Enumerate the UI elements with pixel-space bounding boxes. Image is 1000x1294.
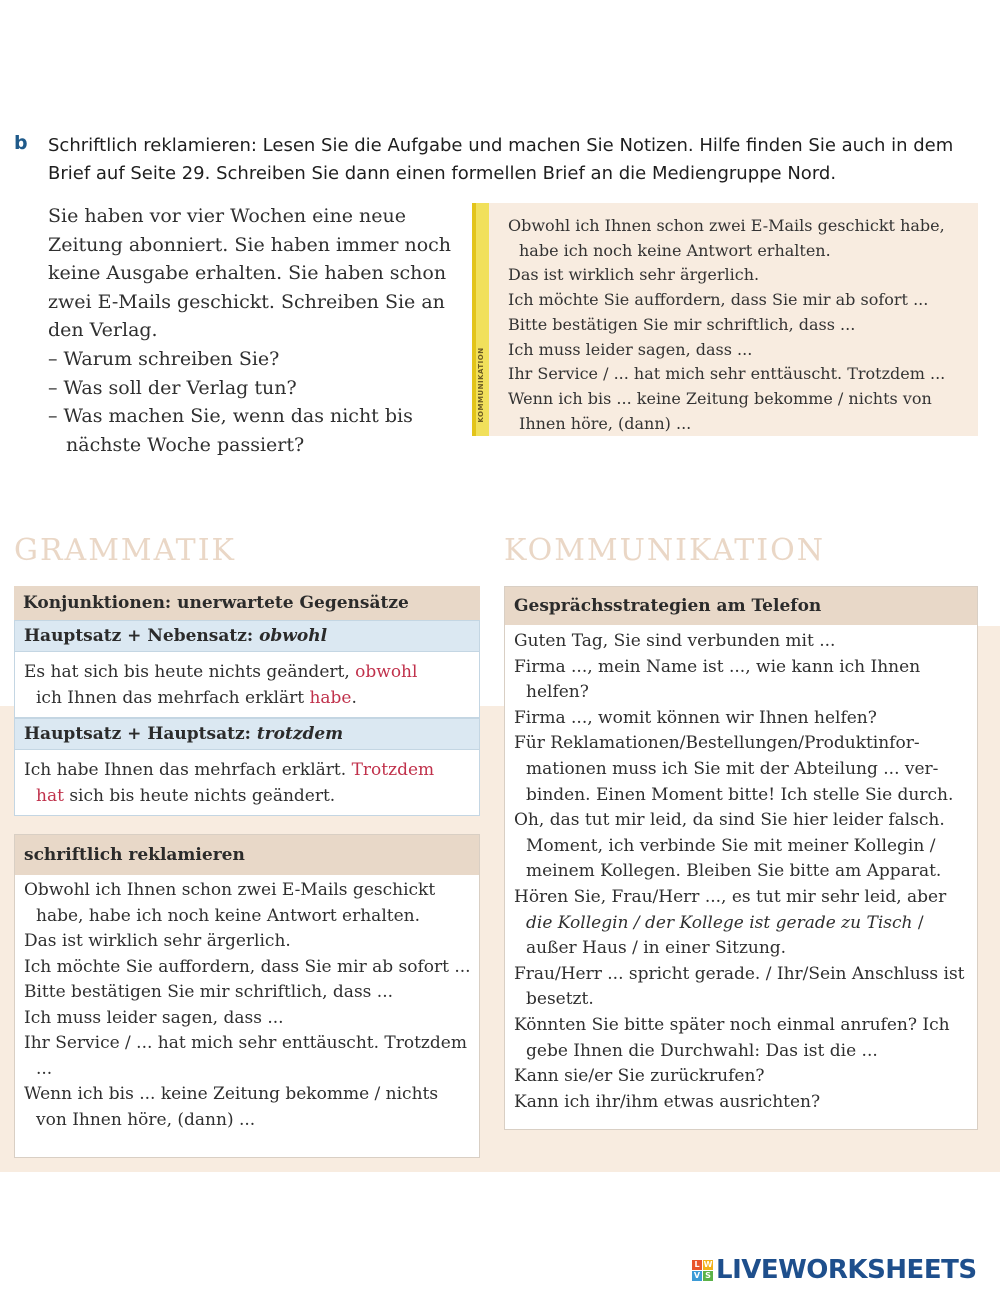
- phrase-line: Firma ..., mein Name ist ..., wie kann ich Ihnen helfen?: [514, 656, 921, 703]
- phrase-line: Ihr Service / ... hat mich sehr enttäuscht. Trotzdem ...: [24, 1033, 467, 1079]
- hint-box-vertical-label: [474, 340, 488, 430]
- highlight-verb: habe: [309, 687, 352, 708]
- example-text: Ich habe Ihnen das mehrfach erklärt.: [24, 760, 352, 780]
- telefon-title: Gesprächsstrategien am Telefon: [505, 587, 977, 625]
- logo-mark-icon: [692, 1260, 713, 1281]
- vertical-label-text: KOMMUNIKATION: [477, 347, 485, 423]
- task-letter: b: [14, 132, 28, 154]
- phrase-line: [514, 885, 971, 962]
- phrase-line: Bitte bestätigen Sie mir schriftlich, dass ...: [24, 982, 394, 1002]
- reklamieren-lines: [15, 875, 479, 1133]
- phrase-line: Kann sie/er Sie zurückrufen?: [514, 1066, 765, 1087]
- scenario-text: [48, 202, 468, 459]
- telefon-box: [504, 586, 978, 1130]
- phrase-text: Hören Sie, Frau/Herr ..., es tut mir sehr leid, aber: [514, 886, 947, 907]
- grammar-box: [14, 586, 480, 816]
- subheading-label: Hauptsatz + Hauptsatz:: [24, 724, 257, 744]
- subheading-label: Hauptsatz + Nebensatz:: [24, 626, 260, 646]
- phrase-line: Frau/Herr ... spricht gerade. / Ihr/Sein Anschluss ist besetzt.: [514, 963, 965, 1010]
- liveworksheets-logo[interactable]: [692, 1255, 977, 1285]
- logo-mark-cell: L: [692, 1260, 702, 1270]
- task-text: Schriftlich reklamieren: Lesen Sie die Aufgabe und machen Sie Notizen. Hilfe finden Sie auch in dem Brief auf Seite 29. Schreiben Sie dann einen formellen Brief an die Mediengruppe Nord.: [48, 135, 954, 184]
- example-text: sich bis heute nichts geändert.: [63, 785, 336, 806]
- heading-kommunikation: KOMMUNIKATION: [504, 533, 825, 568]
- background-band: [0, 706, 14, 1172]
- phrase-line: Für Reklamationen/Bestellungen/Produktinfor-mationen muss ich Sie mit der Abteilung ... ver-binden. Einen Moment bitte! Ich stelle Sie durch.: [514, 733, 954, 805]
- grammar-example-trotzdem: [14, 750, 480, 816]
- phrase-line: Guten Tag, Sie sind verbunden mit ...: [514, 631, 836, 651]
- scenario-intro: Sie haben vor vier Wochen eine neue Zeitung abonniert. Sie haben immer noch keine Ausgabe erhalten. Sie haben schon zwei E-Mails geschickt. Schreiben Sie an den Verlag.: [48, 205, 452, 342]
- kommunikation-hint-box: [472, 203, 978, 436]
- hint-line: Bitte bestätigen Sie mir schriftlich, dass ...: [508, 314, 856, 334]
- example-text: Es hat sich bis heute nichts geändert,: [24, 662, 356, 682]
- subheading-conjunction: obwohl: [259, 626, 328, 646]
- hint-line: Das ist wirklich sehr ärgerlich.: [508, 265, 760, 285]
- grammar-subheading-trotzdem: [14, 718, 480, 750]
- subheading-conjunction: trotzdem: [256, 724, 344, 744]
- phrase-italic: die Kollegin / der Kollege ist gerade zu Tisch: [526, 912, 913, 933]
- logo-mark-cell: W: [703, 1259, 713, 1269]
- grammar-subheading-obwohl: [14, 620, 480, 652]
- phrase-line: Könnten Sie bitte später noch einmal anrufen? Ich gebe Ihnen die Durchwahl: Das ist die ...: [514, 1014, 950, 1061]
- background-band: [504, 1130, 978, 1158]
- hint-box-lines: [508, 214, 974, 436]
- phrase-line: Ich muss leider sagen, dass ...: [24, 1007, 284, 1028]
- phrase-text: / außer Haus / in einer Sitzung.: [526, 912, 924, 959]
- telefon-lines: [505, 625, 977, 1115]
- hint-line: Ich möchte Sie auffordern, dass Sie mir ab sofort ...: [508, 290, 929, 310]
- scenario-point: – Warum schreiben Sie?: [48, 347, 280, 370]
- scenario-points: [48, 345, 468, 459]
- hint-line: Wenn ich bis ... keine Zeitung bekomme / nichts von Ihnen höre, (dann) ...: [508, 388, 932, 433]
- highlight-verb: hat: [36, 785, 64, 806]
- background-band: [978, 626, 1000, 1172]
- scenario-point: – Was soll der Verlag tun?: [48, 376, 297, 399]
- phrase-line: Firma ..., womit können wir Ihnen helfen?: [514, 707, 877, 728]
- logo-text: LIVEWORKSHEETS: [716, 1255, 977, 1285]
- example-text: .: [351, 687, 357, 708]
- phrase-line: Das ist wirklich sehr ärgerlich.: [24, 931, 291, 951]
- logo-mark-cell: V: [693, 1270, 701, 1280]
- grammar-example-obwohl: [14, 652, 480, 718]
- phrase-line: Oh, das tut mir leid, da sind Sie hier leider falsch. Moment, ich verbinde Sie mit meiner Kollegin / meinem Kollegen. Bleiben Sie bitte am Apparat.: [514, 810, 945, 882]
- hint-line: Ihr Service / ... hat mich sehr enttäuscht. Trotzdem ...: [508, 364, 946, 384]
- hint-line: Obwohl ich Ihnen schon zwei E-Mails geschickt habe, habe ich noch keine Antwort erhalten.: [508, 216, 945, 260]
- grammar-title: Konjunktionen: unerwartete Gegensätze: [14, 586, 480, 620]
- reklamieren-box: [14, 834, 480, 1158]
- background-band: [480, 706, 504, 1172]
- logo-mark-cell: S: [703, 1271, 713, 1281]
- highlight-conjunction: Trotzdem: [351, 760, 435, 780]
- phrase-line: Wenn ich bis ... keine Zeitung bekomme / nichts von Ihnen höre, (dann) ...: [24, 1084, 439, 1130]
- background-band: [0, 1158, 1000, 1172]
- phrase-line: Obwohl ich Ihnen schon zwei E-Mails geschickt habe, habe ich noch keine Antwort erhalten.: [24, 880, 436, 926]
- scenario-point: – Was machen Sie, wenn das nicht bis nächste Woche passiert?: [48, 405, 413, 456]
- example-text: ich Ihnen das mehrfach erklärt: [36, 687, 310, 708]
- heading-grammatik: GRAMMATIK: [14, 533, 236, 568]
- phrase-line: Ich möchte Sie auffordern, dass Sie mir ab sofort ...: [24, 956, 471, 977]
- highlight-conjunction: obwohl: [355, 662, 418, 682]
- reklamieren-title: schriftlich reklamieren: [15, 835, 479, 875]
- hint-line: Ich muss leider sagen, dass ...: [508, 339, 753, 359]
- phrase-line: Kann ich ihr/ihm etwas ausrichten?: [514, 1091, 821, 1112]
